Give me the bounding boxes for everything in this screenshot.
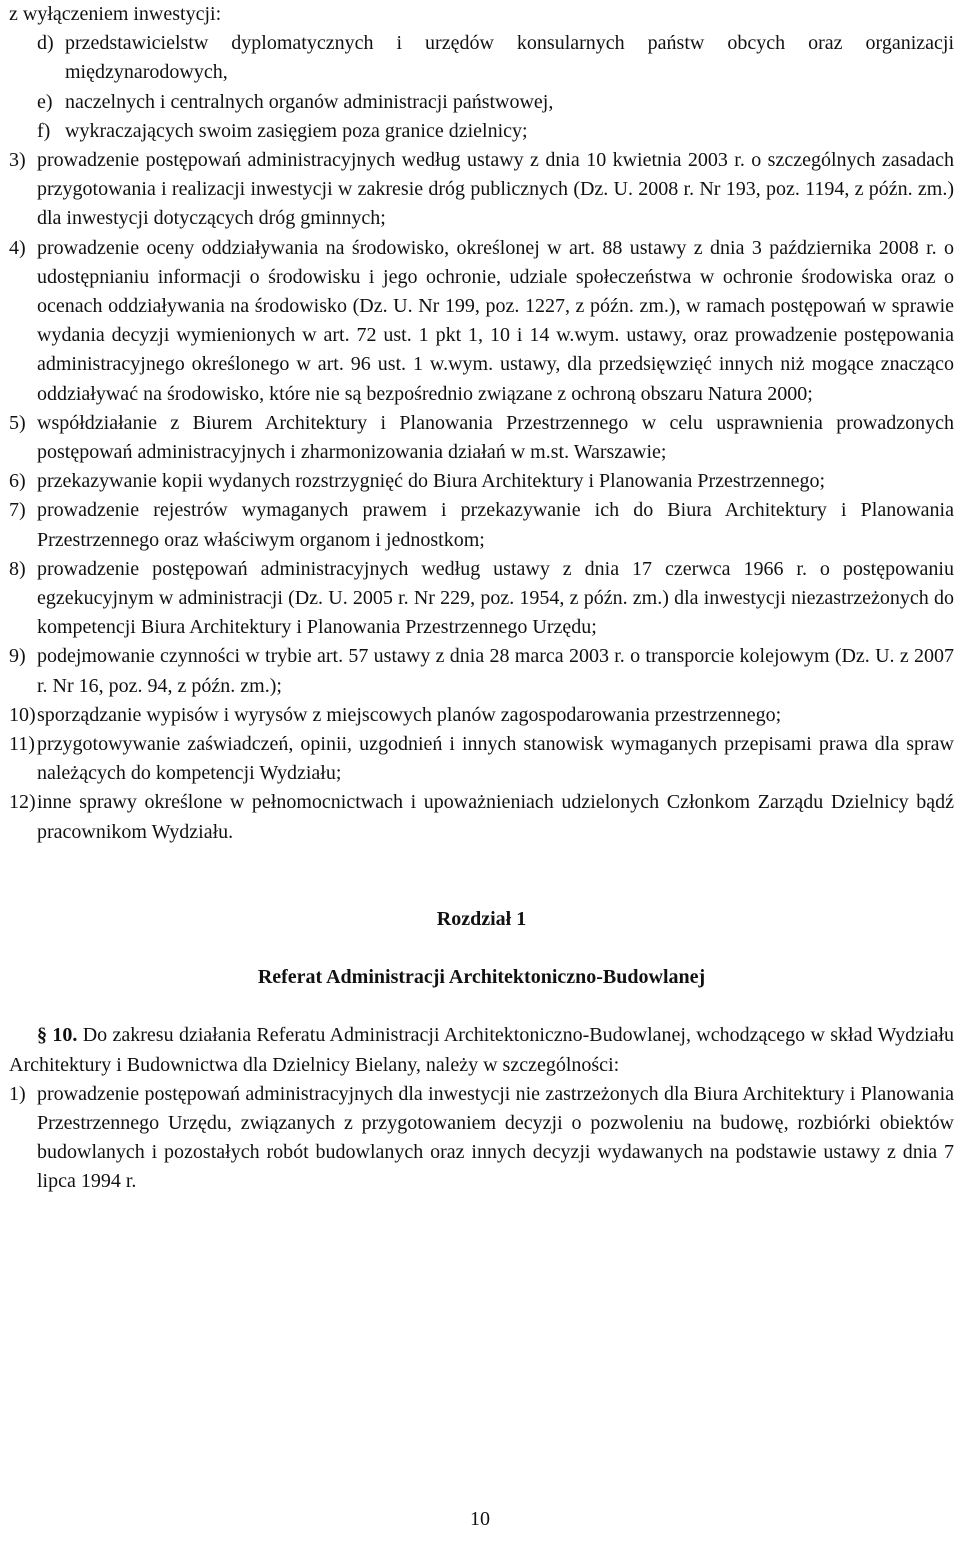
sub-item [37, 88, 954, 117]
list-item-text: prowadzenie postępowań administracyjnych dla inwestycji nie zastrzeżonych dla Biura Architektury i Planowania Przestrzennego Urzędu, związanych z przygotowaniem decyzji o pozwoleniu na budowę, rozbiórki obiektów budowlanych i pozostałych robót budowlanych oraz innych decyzji wydawanych na podstawie ustawy z dnia 7 lipca 1994 r. [37, 1082, 954, 1193]
sub-item-list [9, 29, 954, 146]
list-item-text: sporządzanie wypisów i wyrysów z miejscowych planów zagospodarowania przestrzennego; [37, 703, 782, 726]
list-item [9, 1080, 954, 1197]
list-item-number: 6) [9, 470, 26, 493]
list-item-number: 9) [9, 645, 26, 668]
list-item-number: 5) [9, 411, 26, 434]
list-item-number: 7) [9, 499, 26, 522]
list-item [9, 496, 954, 554]
list-item [9, 730, 954, 788]
sub-item-text: przedstawicielstw dyplomatycznych i urzędów konsularnych państw obcych oraz organizacji międzynarodowych, [65, 32, 954, 84]
list-item-text: współdziałanie z Biurem Architektury i Planowania Przestrzennego w celu usprawnienia prowadzonych postępowań administracyjnych i zharmonizowania działań w m.st. Warszawie; [37, 411, 954, 464]
sub-item-number: f) [37, 119, 51, 142]
sub-item-number: d) [37, 32, 54, 55]
list-item-text: przekazywanie kopii wydanych rozstrzygnięć do Biura Architektury i Planowania Przestrzennego; [37, 470, 826, 493]
paragraph-10 [9, 1021, 954, 1079]
list-item-text: inne sprawy określone w pełnomocnictwach i upoważnieniach udzielonych Członkom Zarządu Dzielnicy bądź pracownikom Wydziału. [37, 791, 954, 843]
spacer [9, 847, 954, 905]
page-number: 10 [470, 1508, 490, 1530]
list-item-number: 10) [9, 703, 36, 726]
chapter-title: Rozdział 1 [436, 907, 527, 930]
numbered-list-a [9, 146, 954, 847]
list-item-number: 12) [9, 791, 36, 814]
list-item [9, 146, 954, 234]
spacer [9, 992, 954, 1021]
list-item [9, 555, 954, 643]
intro-line: z wyłączeniem inwestycji: [9, 3, 222, 25]
list-item-text: prowadzenie oceny oddziaływania na środowisko, określonej w art. 88 ustawy z dnia 3 października 2008 r. o udostępnianiu informacji o środowisku i jego ochronie, udziale społeczeństwa w ochronie środowiska oraz o ocenach oddziaływania na środowisko (Dz. U. Nr 199, poz. 1227, z późn. zm.), w ramach postępowań w sprawie wydania decyzji wymienionych w art. 72 ust. 1 pkt 1, 10 i 14 w.wym. ustawy, oraz prowadzenie postępowania administracyjnego określonego w art. 96 ust. 1 w.wym. ustawy, dla przedsięwzięć innych niż mogące znacząco oddziaływać na środowisko, które nie są bezpośrednio związane z ochroną obszaru Natura 2000; [37, 236, 954, 405]
list-item-number: 3) [9, 149, 26, 172]
paragraph-text: Do zakresu działania Referatu Administracji Architektoniczno-Budowlanej, wchodzącego w skład Wydziału Architektury i Budownictwa dla Dzielnicy Bielany, należy w szczególności: [9, 1024, 955, 1076]
list-item [9, 701, 954, 730]
numbered-list-b [9, 1080, 954, 1197]
list-item [9, 788, 954, 846]
sub-item-number: e) [37, 90, 53, 113]
list-item [9, 409, 954, 467]
list-item [9, 467, 954, 496]
list-item-number: 1) [9, 1082, 26, 1105]
list-item-text: prowadzenie rejestrów wymaganych prawem i przekazywanie ich do Biura Architektury i Planowania Przestrzennego oraz właściwym organom i jednostkom; [37, 499, 954, 551]
chapter-subtitle: Referat Administracji Architektoniczno-Budowlanej [257, 966, 706, 989]
sub-item-text: wykraczających swoim zasięgiem poza granice dzielnicy; [65, 119, 528, 142]
sub-item [37, 29, 954, 87]
list-item-number: 8) [9, 557, 26, 580]
list-item-text: przygotowywanie zaświadczeń, opinii, uzgodnień i innych stanowisk wymaganych przepisami prawa dla spraw należących do kompetencji Wydziału; [37, 733, 954, 785]
paragraph-sign: § 10. [37, 1024, 78, 1047]
list-item [9, 642, 954, 700]
list-item-text: prowadzenie postępowań administracyjnych według ustawy z dnia 10 kwietnia 2003 r. o szczególnych zasadach przygotowania i realizacji inwestycji w zakresie dróg publicznych (Dz. U. 2008 r. Nr 193, poz. 1194, z późn. zm.) dla inwestycji dotyczących dróg gminnych; [37, 149, 954, 230]
list-item-number: 4) [9, 236, 26, 259]
list-item-number: 11) [9, 733, 35, 756]
list-item [9, 234, 954, 409]
list-item-text: prowadzenie postępowań administracyjnych według ustawy z dnia 17 czerwca 1966 r. o postępowaniu egzekucyjnym w administracji (Dz. U. 2005 r. Nr 229, poz. 1954, z późn. zm.) dla inwestycji niezastrzeżonych do kompetencji Biura Architektury i Planowania Przestrzennego Urzędu; [37, 557, 954, 639]
document-content [9, 0, 954, 1197]
list-item-text: podejmowanie czynności w trybie art. 57 ustawy z dnia 28 marca 2003 r. o transporcie kolejowym (Dz. U. z 2007 r. Nr 16, poz. 94, z późn. zm.); [37, 645, 954, 697]
sub-item-text: naczelnych i centralnych organów administracji państwowej, [65, 90, 554, 113]
spacer [9, 934, 954, 963]
sub-item [37, 117, 954, 146]
